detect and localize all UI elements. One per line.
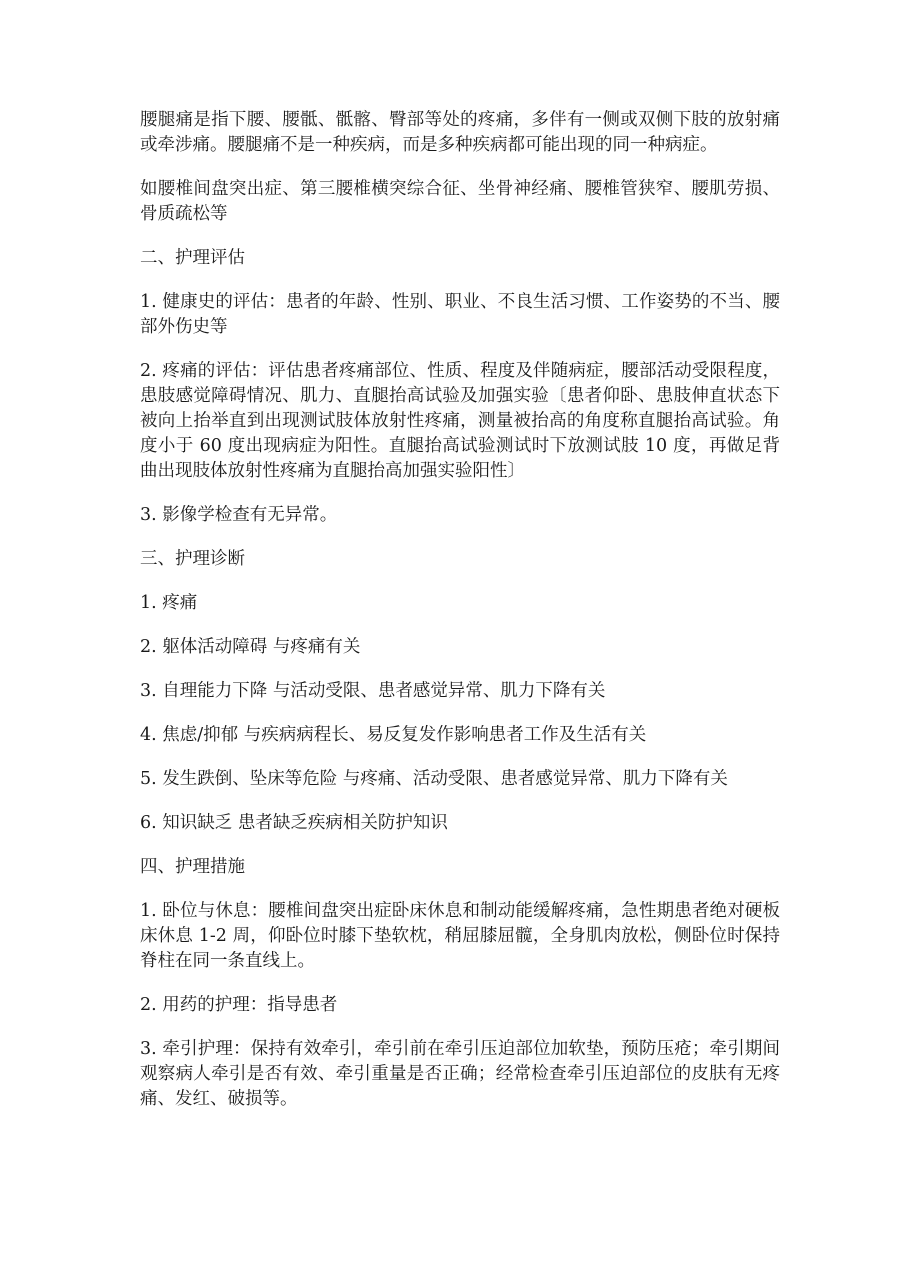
intro-paragraph-definition: 腰腿痛是指下腰、腰骶、骶髂、臀部等处的疼痛，多伴有一侧或双侧下肢的放射痛或牵涉痛。腰腿痛不是一种疾病，而是多种疾病都可能出现的同一种病症。: [140, 110, 780, 155]
item-number: 3.: [140, 1039, 157, 1059]
item-number: 4.: [140, 725, 157, 745]
item-number: 2.: [140, 637, 157, 657]
item-text: 牵引护理：保持有效牵引，牵引前在牵引压迫部位加软垫，预防压疮；牵引期间观察病人牵引是否有效、牵引重量是否正确；经常检查牵引压迫部位的皮肤有无疼痛、发红、破损等。: [140, 1039, 780, 1109]
section-heading-diagnosis: 三、护理诊断: [140, 549, 245, 569]
list-item: [140, 811, 780, 836]
document-page: [140, 108, 780, 1131]
item-text: 知识缺乏 患者缺乏疾病相关防护知识: [156, 813, 448, 833]
item-text: 疼痛: [156, 593, 198, 613]
list-item: [140, 1037, 780, 1112]
item-number: 2.: [140, 995, 157, 1015]
list-item: [140, 359, 780, 484]
list-item: [140, 679, 780, 704]
item-text: 影像学检查有无异常。: [156, 505, 338, 525]
item-number: 1.: [140, 901, 157, 921]
list-item: [140, 899, 780, 974]
list-item: [140, 635, 780, 660]
item-number: 6.: [140, 813, 157, 833]
list-item: [140, 503, 780, 528]
item-text: 疼痛的评估：评估患者疼痛部位、性质、程度及伴随病症，腰部活动受限程度，患肢感觉障碍情况、肌力、直腿抬高试验及加强实验〔患者仰卧、患肢伸直状态下被向上抬举直到出现测试肢体放射性疼痛，测量被抬高的角度称直腿抬高试验。角度小于 60 度出现病症为阳性。直腿抬高试验测试时下放测试肢 10 度，再做足背曲出现肢体放射性疼痛为直腿抬高加强实验阳性〕: [140, 361, 780, 481]
list-item: [140, 993, 780, 1018]
item-number: 5.: [140, 769, 157, 789]
item-text: 健康史的评估：患者的年龄、性别、职业、不良生活习惯、工作姿势的不当、腰部外伤史等: [140, 292, 780, 337]
list-item: [140, 767, 780, 792]
item-text: 躯体活动障碍 与疼痛有关: [156, 637, 361, 657]
item-number: 3.: [140, 505, 157, 525]
item-number: 3.: [140, 681, 157, 701]
section-heading-assessment: 二、护理评估: [140, 248, 245, 268]
item-text: 自理能力下降 与活动受限、患者感觉异常、肌力下降有关: [156, 681, 606, 701]
list-item: [140, 290, 780, 340]
section-heading-measures: 四、护理措施: [140, 857, 245, 877]
item-number: 1.: [140, 593, 157, 613]
item-number: 2.: [140, 361, 157, 381]
intro-paragraph-examples: 如腰椎间盘突出症、第三腰椎横突综合征、坐骨神经痛、腰椎管狭窄、腰肌劳损、骨质疏松等: [140, 179, 780, 224]
item-number: 1.: [140, 292, 157, 312]
list-item: [140, 591, 780, 616]
item-text: 发生跌倒、坠床等危险 与疼痛、活动受限、患者感觉异常、肌力下降有关: [156, 769, 728, 789]
list-item: [140, 723, 780, 748]
item-text: 卧位与休息：腰椎间盘突出症卧床休息和制动能缓解疼痛，急性期患者绝对硬板床休息 1-2 周，仰卧位时膝下垫软枕，稍屈膝屈髋，全身肌肉放松，侧卧位时保持脊柱在同一条直线上。: [140, 901, 780, 971]
item-text: 焦虑/抑郁 与疾病病程长、易反复发作影响患者工作及生活有关: [156, 725, 647, 745]
item-text: 用药的护理：指导患者: [156, 995, 338, 1015]
